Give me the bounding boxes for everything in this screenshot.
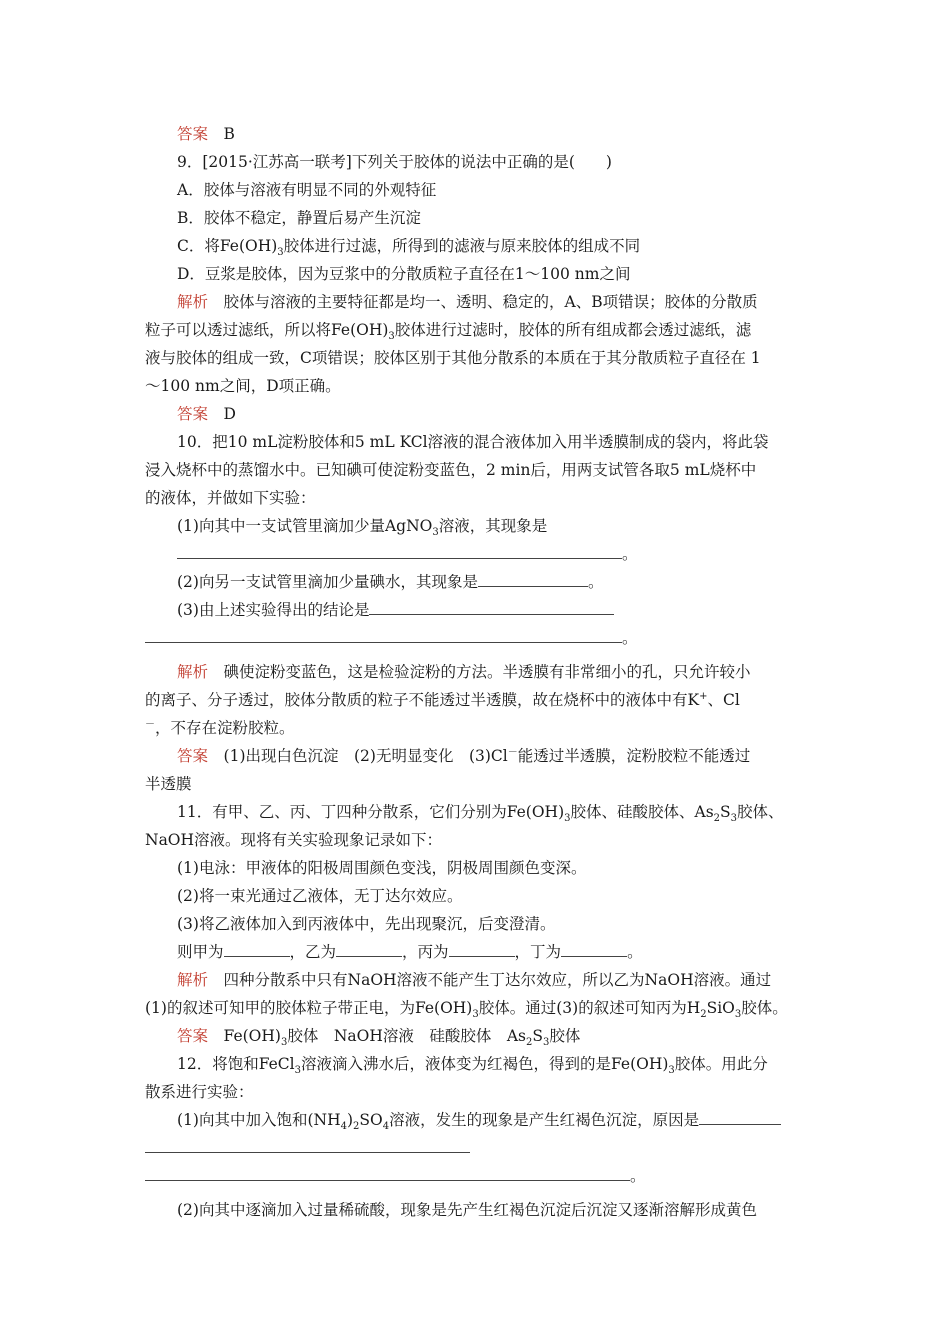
q9-analysis-line1: 解析 胶体与溶液的主要特征都是均一、透明、稳定的，A、B项错误；胶体的分散质 — [177, 293, 758, 311]
answer-blank[interactable] — [369, 600, 614, 615]
q10-analysis-line2: 的离子、分子透过，胶体分散质的粒子不能透过半透膜，故在烧杯中的液体中有K+、Cl — [145, 690, 740, 709]
q10-analysis-line1: 解析 碘使淀粉变蓝色，这是检验淀粉的方法。半透膜有非常细小的孔，只允许较小 — [177, 663, 751, 681]
q11-analysis-line2: (1)的叙述可知甲的胶体粒子带正电，为$Fe(OH)_3$胶体。通过(3)的叙述可知丙为$H_2SiO_3$胶体。 — [145, 999, 788, 1021]
q9-analysis-line2: 粒子可以透过滤纸，所以将$Fe(OH)_3$胶体进行过滤时，胶体的所有组成都会透过滤纸，滤 — [145, 321, 752, 343]
q12-stem-line1: 12．将饱和FeCl$_3$溶液滴入沸水后，液体变为红褐色，得到的是$Fe(OH)_3$胶体。用此分 — [177, 1055, 768, 1077]
answer-value: B — [223, 125, 235, 143]
q10-answer-line1: 答案 (1)出现白色沉淀 (2)无明显变化 (3)Cl－能透过半透膜，淀粉胶粒不能透过 — [177, 746, 751, 765]
q9-stem: 9．[2015·江苏高一联考]下列关于胶体的说法中正确的是( ) — [177, 153, 612, 171]
answer-label: 答案 — [177, 125, 209, 143]
answer-blank[interactable] — [145, 1166, 630, 1181]
q11-part2: (2)将一束光通过乙液体，无丁达尔效应。 — [177, 887, 463, 905]
q10-part1-blank-line: 。 — [145, 540, 810, 568]
q11-part3: (3)将乙液体加入到丙液体中，先出现聚沉，后变澄清。 — [177, 915, 556, 933]
answer-blank[interactable] — [478, 572, 588, 587]
analysis-label: 解析 — [177, 293, 209, 311]
answer-label: 答案 — [177, 1027, 209, 1045]
q9-option-d: D．豆浆是胶体，因为豆浆中的分散质粒子直径在1～100 nm之间 — [177, 265, 631, 283]
q11-answer: 答案 $Fe(OH)_3$胶体 NaOH溶液 硅酸胶体 $As_2S_3$胶体 — [177, 1027, 581, 1049]
q10-stem-line1: 10．把10 mL淀粉胶体和5 mL KCl溶液的混合液体加入用半透膜制成的袋内，将此袋 — [177, 433, 769, 451]
q9-option-a: A．胶体与溶液有明显不同的外观特征 — [177, 181, 437, 199]
q12-blank-line2: 。 — [145, 1162, 810, 1190]
q11-stem-line1: 11．有甲、乙、丙、丁四种分散系，它们分别为$Fe(OH)_3$胶体、硅酸胶体、$As_2S_3$胶体、 — [177, 803, 784, 825]
q11-part1: (1)电泳：甲液体的阳极周围颜色变浅，阴极周围颜色变深。 — [177, 859, 587, 877]
q12-stem-line2: 散系进行实验： — [145, 1083, 254, 1101]
answer-blank[interactable] — [336, 942, 402, 957]
q10-stem-line3: 的液体，并做如下实验： — [145, 489, 316, 507]
answer-blank[interactable] — [177, 544, 622, 559]
q11-fill-line: 则甲为 ，乙为 ，丙为 ，丁为 。 — [177, 943, 643, 961]
q10-part2: (2)向另一支试管里滴加少量碘水，其现象是 。 — [177, 573, 604, 591]
answer-blank[interactable] — [561, 942, 627, 957]
answer-label: 答案 — [177, 747, 209, 765]
analysis-label: 解析 — [177, 663, 209, 681]
answer-blank[interactable] — [145, 1138, 470, 1153]
q10-answer-line2: 半透膜 — [145, 775, 192, 793]
answer-label: 答案 — [177, 405, 209, 423]
answer-blank[interactable] — [224, 942, 290, 957]
q9-answer: 答案 D — [177, 405, 236, 423]
q10-part3: (3)由上述实验得出的结论是 — [145, 596, 810, 624]
analysis-label: 解析 — [177, 971, 209, 989]
q11-stem-line2: NaOH溶液。现将有关实验现象记录如下： — [145, 831, 443, 849]
q12-part2: (2)向其中逐滴加入过量稀硫酸，现象是先产生红褐色沉淀后沉淀又逐渐溶解形成黄色 — [177, 1201, 757, 1219]
answer-blank[interactable] — [145, 628, 622, 643]
q10-part3-blank-line: 。 — [145, 624, 810, 652]
answer-blank[interactable] — [449, 942, 515, 957]
q10-analysis-line3: －，不存在淀粉胶粒。 — [145, 718, 295, 737]
q9-analysis-line3: 液与胶体的组成一致，C项错误；胶体区别于其他分散系的本质在于其分散质粒子直径在 1 — [145, 349, 761, 367]
q10-stem-line2: 浸入烧杯中的蒸馏水中。已知碘可使淀粉变蓝色，2 min后，用两支试管各取5 mL烧杯中 — [145, 461, 757, 479]
q9-option-c: C．将$Fe(OH)_3$胶体进行过滤，所得到的滤液与原来胶体的组成不同 — [177, 237, 641, 259]
q9-option-b: B．胶体不稳定，静置后易产生沉淀 — [177, 209, 421, 227]
answer-blank[interactable] — [699, 1110, 781, 1125]
q11-analysis-line1: 解析 四种分散系中只有NaOH溶液不能产生丁达尔效应，所以乙为NaOH溶液。通过 — [177, 971, 772, 989]
q10-part1: (1)向其中一支试管里滴加少量AgNO$_3$溶液，其现象是 — [177, 517, 548, 539]
q12-blank-line1 — [145, 1134, 810, 1162]
q12-part1: (1)向其中加入饱和$(NH_4)_2SO_4$溶液，发生的现象是产生红褐色沉淀，原因是 — [145, 1106, 810, 1134]
answer-line — [145, 120, 810, 148]
document-page — [145, 120, 810, 1224]
q9-analysis-line4: ～100 nm之间，D项正确。 — [145, 377, 341, 395]
